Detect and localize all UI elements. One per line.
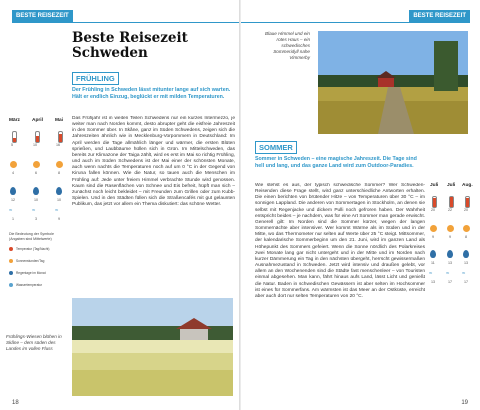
wave-icon: ≈ xyxy=(446,271,450,277)
rain-drop-icon xyxy=(33,187,39,195)
thermometer-icon xyxy=(9,247,13,251)
sun-value: 8 xyxy=(58,171,60,175)
rain-drop-icon xyxy=(447,250,453,258)
legend-row xyxy=(9,271,46,275)
temp-value: 10 xyxy=(33,143,37,147)
summer-landscape-photo xyxy=(318,31,468,134)
temp-value: 20 xyxy=(431,208,435,212)
temp-value: 22 xyxy=(448,208,452,212)
wave-icon: ≈ xyxy=(55,208,59,214)
temp-value: 20 xyxy=(464,208,468,212)
legend-label: Sonnenstunden/Tag xyxy=(16,259,45,263)
rain-value: 13 xyxy=(464,261,468,265)
water-value: 13 xyxy=(431,280,435,284)
thermometer-icon xyxy=(58,131,63,143)
month-label: Juli xyxy=(430,183,439,188)
section-heading-summer: SOMMER xyxy=(255,141,297,154)
legend-row xyxy=(9,283,42,287)
right-header-tag: BESTE REISEZEIT xyxy=(409,10,470,22)
sun-icon xyxy=(9,259,13,263)
thermometer-icon xyxy=(35,131,40,143)
summer-body-text: Wie stehst es aus, der typisch schwedische Sommer? Wer Schweden-Reisenden diese Frage stellt, wird ganz unterschiedliche Antworten erhalten. Die einen berichten von brütender Hitze – von Temperaturen über 30 °C – im sonnigen Lappland. Die anderen von Sommertagen in Stockholm, an denen sie selbst mit Regenjacke und dickem Pulli noch gefroren haben. Der Wahrheit entspricht beides – je nachdem, was für eine Art Sommer man gerade erwischt. Generell gilt: Im Norden sind die Sommer kürzer, wegen der langen Sommernächte aber intensiver. Wer kommt Wärme als im Süden und in der Mitte, wo das Thermometer nur selten auf Werte über 25 °C steigt. Mittsommer, der kalendarische Sommerbeginn um den 21. Juni, wird im ganzen Land als Höhepunkt des Sommers gefeiert. Wenn die Sonne nördlich des Polarkreises zwei Monate lang gar nicht untergeht und in der Mitte und im Norden nach kurzer Dämmerung ein Tag in den nächsten übergeht, herrscht gewissermaßen Ausnahmezustand in Schweden. Jetzt wird intensiv und draußen gelebt, vor allem an den Wochenenden sind die Städte fast menschenleer – von Touristen einmal abgesehen. Man kann, fährt hinaus aufs Land, lässt Licht und genießt die Natur. Baden in schwedischen Gewässern ist aber selten im Hochsommer ist eines für Sommerfans. Am wärmsten ist das Meer an der Ostküste, erreicht aber auch dort nur selten Temperaturen von 20 °C. xyxy=(255,183,425,299)
rain-drop-icon xyxy=(463,250,469,258)
wave-icon xyxy=(9,283,13,287)
rain-value: 10 xyxy=(57,198,61,202)
water-value: 9 xyxy=(58,217,60,221)
month-label: April xyxy=(32,118,43,123)
summer-photo-caption: Blaue Himmel und ein rotes Haus – ein schwedisches Sommeridyll nahe Vimmerby xyxy=(265,31,310,60)
month-label: Mai xyxy=(55,118,63,123)
thermometer-icon xyxy=(449,196,454,208)
rain-drop-icon xyxy=(10,187,16,195)
right-header-bar xyxy=(241,10,470,23)
sun-icon xyxy=(463,225,470,232)
page-title: Beste Reisezeit Schweden xyxy=(72,30,188,61)
sun-value: 6 xyxy=(35,171,37,175)
water-value: 1 xyxy=(12,217,14,221)
spring-body-text: Das Frühjahr ist in weiten Teilen Schwedens nur ein kurzes Intermezzo, je weiter man nach Norden kommt, desto abrupter geht die eisfreie Jahreszeit in den Sommer über. In Skåne, ganz im Süden Schwedens, zeigen sich die Jahreszeiten ähnlich wie in Mecklenburg-Vorpommern in Deutschland: Im April werden die Tage allmählich länger und wärmer, die ersten Blüten sprießen, und Laubbäume hüllen sich in Grün. Im Mittelschweden, das bereits zur Klimazone der Taiga zählt, wird es erst im Mai so richtig Frühling, und auch im Süden Schwedens ist der Mai einer der schönsten Monate, auch wenn nachts die Temperaturen noch auf um 0 °C in der Gegend von Kiruna fallen können. Wie die Natur, so tauen auch die Menschen im Frühling auf: Jede unter freiem Himmel verbrachte Stunde wird genossen. Kaum sind die Rasenflächen von Schnee und Eis befreit, hüpft man sich – zunächst noch leicht bekleidet – mit Freunden zum Grillen oder zum Kubb-Spielen. Und in den Städten füllen sich die Straßencafés mit gut gelaunten Publikum, das jetzt vor allem ein Thema diskutiert: das schöne Wetter. xyxy=(72,116,235,208)
rain-drop-icon xyxy=(430,250,436,258)
right-page-number: 19 xyxy=(461,400,468,406)
wave-icon: ≈ xyxy=(462,271,466,277)
sun-value: 9 xyxy=(432,235,434,239)
thermometer-icon xyxy=(432,196,437,208)
left-header-bar xyxy=(12,10,239,23)
thermometer-icon xyxy=(465,196,470,208)
rain-value: 13 xyxy=(448,261,452,265)
sun-icon xyxy=(33,161,40,168)
sun-icon xyxy=(430,225,437,232)
water-value: 17 xyxy=(448,280,452,284)
left-header-tag: BESTE REISEZEIT xyxy=(12,10,73,22)
sun-value: 9 xyxy=(449,235,451,239)
spring-photo-caption: Frühlings-Wiesen blühen in Skåne – dem süden des Landes im vollen Fluss xyxy=(6,334,62,351)
month-label: Juli xyxy=(447,183,456,188)
thermometer-icon xyxy=(12,131,17,143)
wave-icon: ≈ xyxy=(429,271,433,277)
climate-legend-title: Die Bedeutung der Symbole (Angaben sind Mittelwerte) xyxy=(9,232,54,241)
page-gutter xyxy=(239,0,241,410)
sun-icon xyxy=(447,225,454,232)
sun-value: 8 xyxy=(465,235,467,239)
rain-drop-icon xyxy=(56,187,62,195)
spring-landscape-photo xyxy=(72,298,233,396)
wave-icon: ≈ xyxy=(32,208,36,214)
section-heading-spring: FRÜHLING xyxy=(72,72,119,85)
legend-row xyxy=(9,247,49,251)
rain-value: 12 xyxy=(11,198,15,202)
rain-value: 10 xyxy=(34,198,38,202)
rain-drop-icon xyxy=(9,271,13,275)
sun-value: 4 xyxy=(12,171,14,175)
temp-value: 16 xyxy=(56,143,60,147)
month-label: März xyxy=(9,118,20,123)
sun-icon xyxy=(56,161,63,168)
month-label: Aug. xyxy=(462,183,473,188)
water-value: 3 xyxy=(35,217,37,221)
legend-label: Temperatur (Tag/Nacht) xyxy=(16,247,50,251)
spring-lead: Der Frühling in Schweden lässt mitunter lange auf sich warten. Hält er endlich Einzug, beglückt er mit milden Temperaturen. xyxy=(72,87,231,100)
rain-value: 11 xyxy=(431,261,435,265)
wave-icon: ≈ xyxy=(9,208,13,214)
temp-value: 5 xyxy=(11,143,13,147)
water-value: 17 xyxy=(464,280,468,284)
legend-label: Wassertemperatur xyxy=(16,283,43,287)
sun-icon xyxy=(10,161,17,168)
left-page-number: 18 xyxy=(12,400,19,406)
legend-label: Regentage im Monat xyxy=(16,271,46,275)
legend-row xyxy=(9,259,44,263)
summer-lead: Sommer in Schweden – eine magische Jahreszeit. Die Tage sind hell und lang, und das ganze Land wird zum Outdoor-Paradies. xyxy=(255,156,417,169)
